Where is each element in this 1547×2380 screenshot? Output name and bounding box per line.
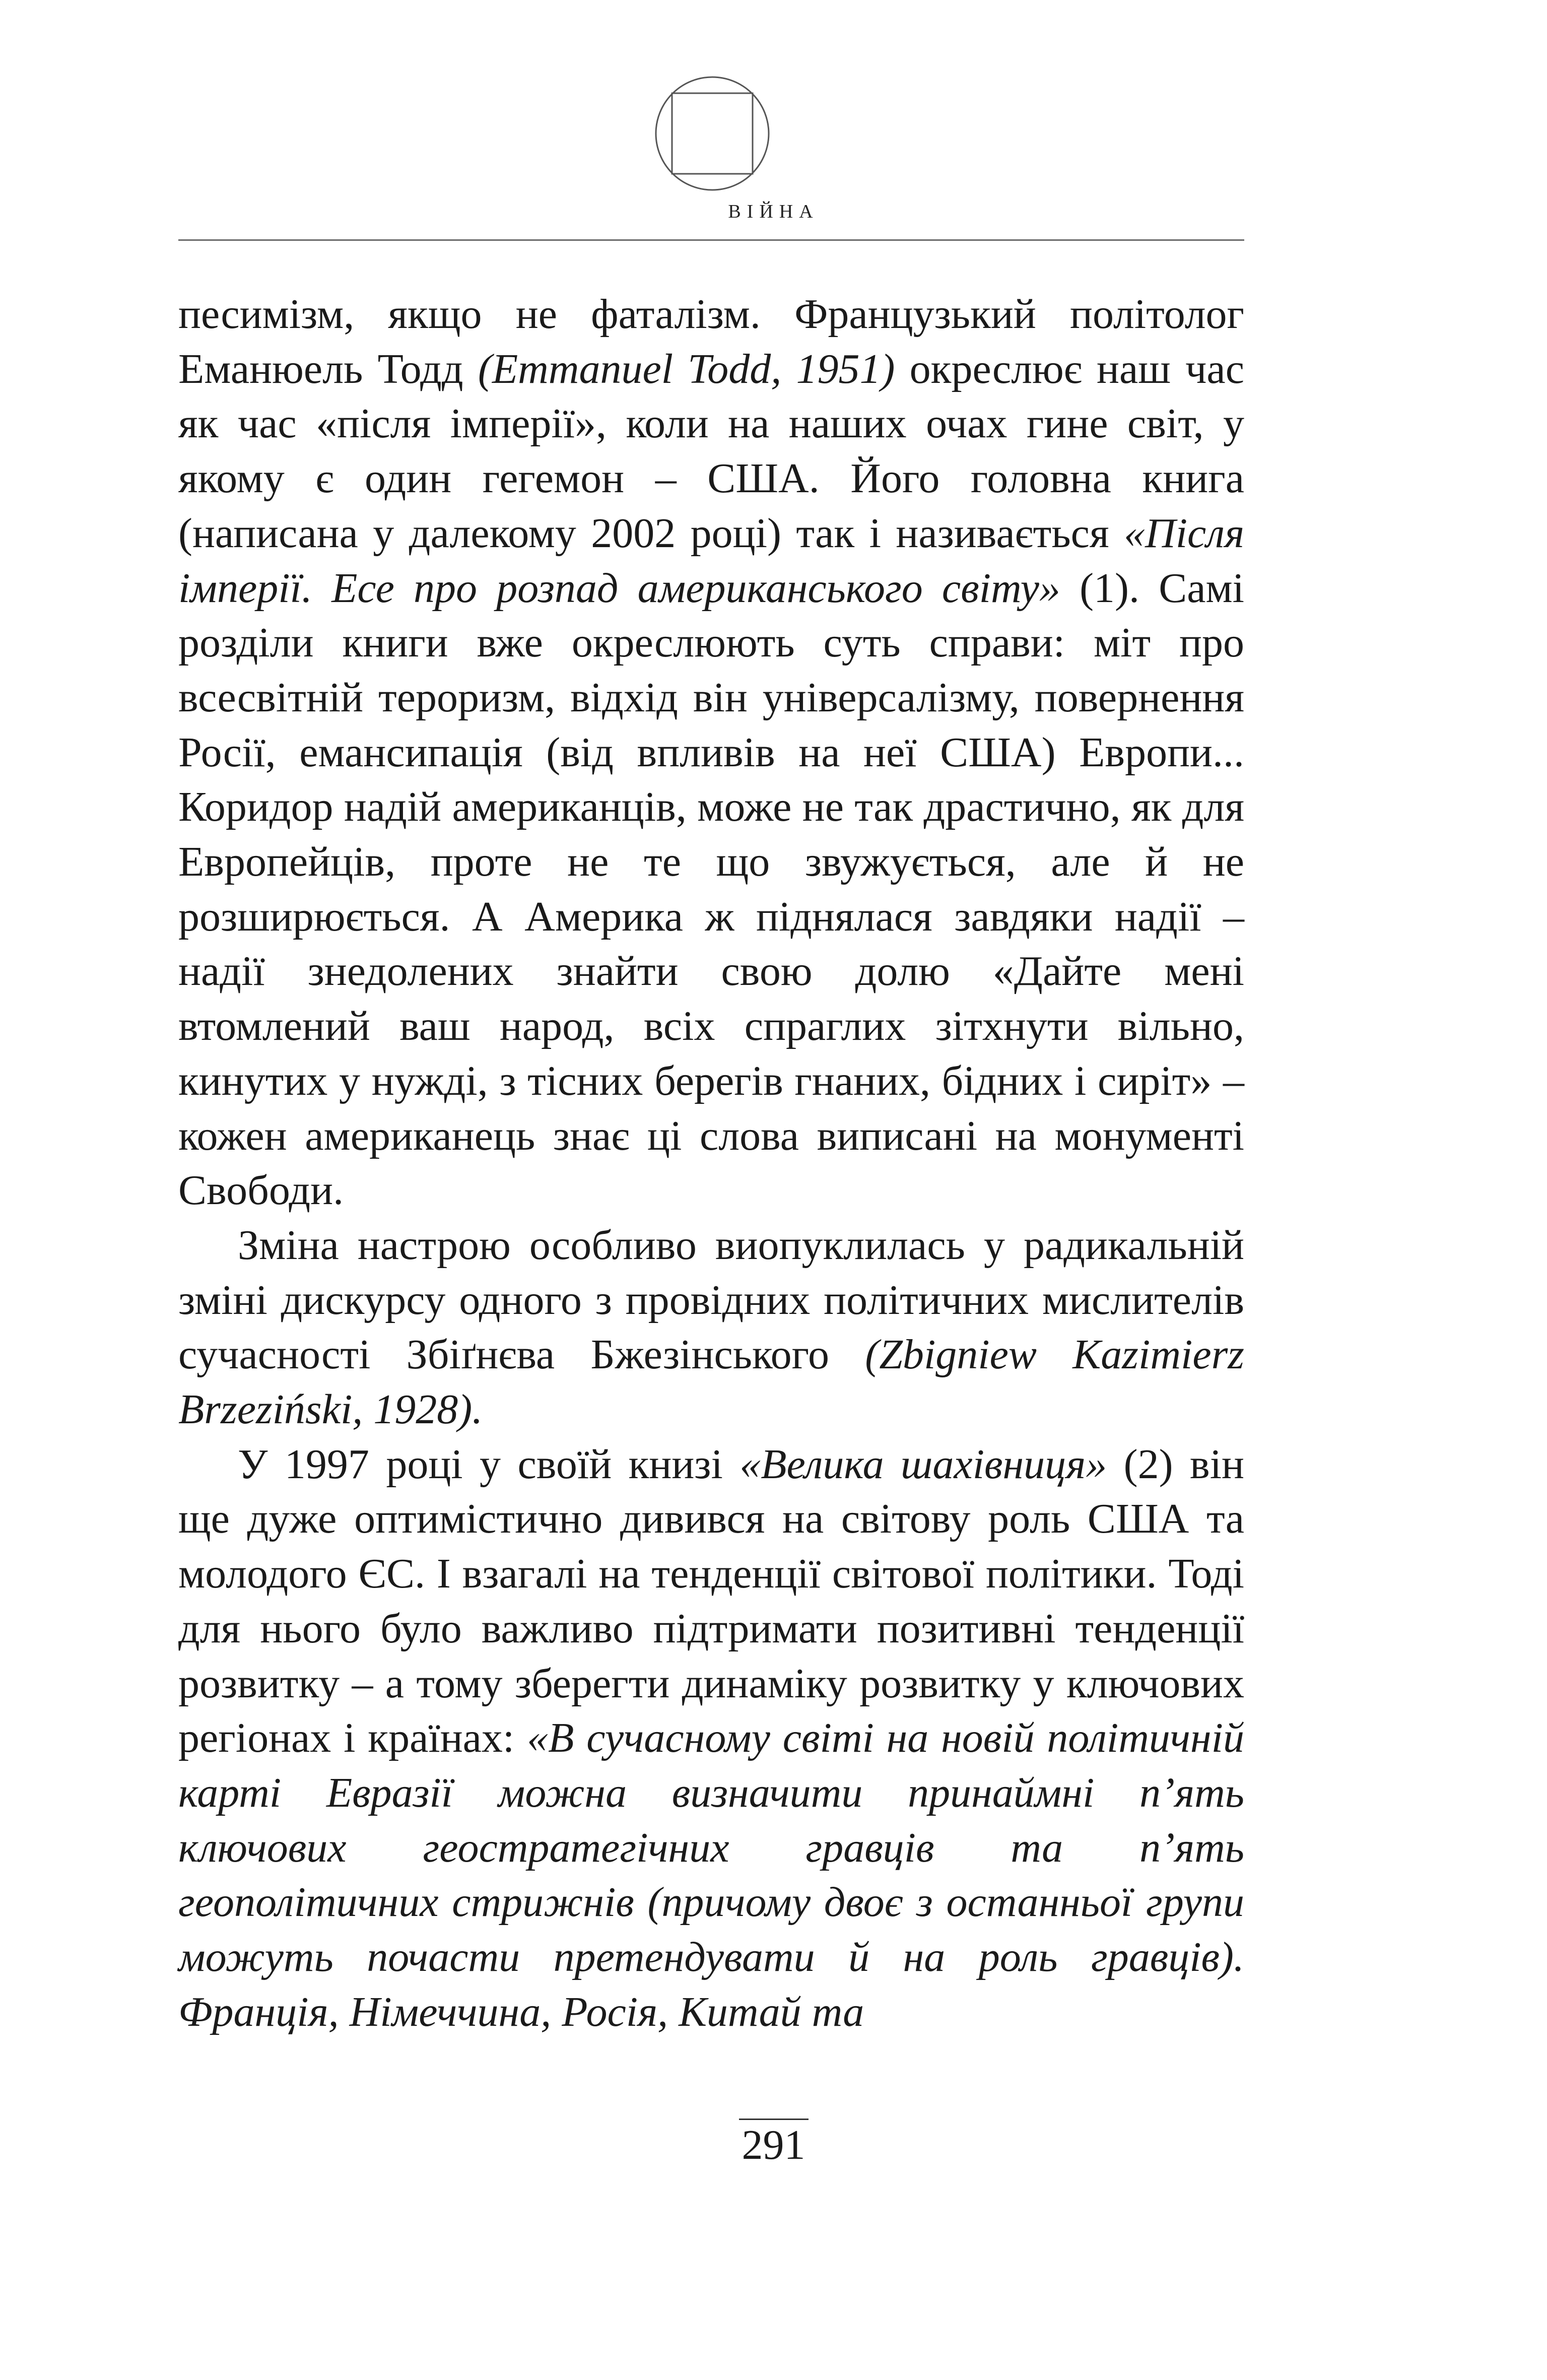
text-run: Зміна настрою особливо виопуклилась у радикальній зміні дискурсу одного з провідних політичних мислителів сучасності Збіґнєва Бжезінського (178, 1221, 1244, 1378)
text-run: У 1997 році у своїй книзі (238, 1440, 740, 1488)
italic-text: «Велика шахівниця» (739, 1440, 1107, 1488)
italic-text: «В сучасному світі на новій політичній карті Евразії можна визначити принаймні п’ять ключових геостратегічних гравців та п’ять геополітичних стрижнів (причому двоє з останньої групи можуть почасти претендувати й на роль гравців). Франція, Німеччина, Росія, Китай та (178, 1714, 1245, 2035)
page-header (0, 0, 1547, 242)
header-divider (178, 239, 1244, 241)
italic-text: (Emmanuel Todd, 1951) (478, 345, 895, 392)
circle-square-emblem-icon (652, 73, 773, 194)
text-run: песимізм, якщо не фаталізм. Французький політолог Еманюель Тодд (178, 291, 1244, 392)
running-title: ВІЙНА (728, 201, 819, 222)
paragraph (178, 1437, 1244, 2040)
page-footer (0, 2119, 1547, 2170)
text-run: (1). Самі розділи книги вже окреслюють суть справи: міт про всесвітній тероризм, відхід він універсалізму, повернення Росії, емансипація (від впливів на неї США) Европи... Коридор надій американців, може не так драстично, як для Европейців, проте не те що звужується, але й не розширюється. А Америка ж піднялася завдяки надії – надії знедолених знайти свою долю «Дайте мені втомлений ваш народ, всіх спраглих зітхнути вільно, кинутих у нужді, з тісних берегів гнаних, бідних і сиріт» – кожен американець знає ці слова виписані на монументі Свободи. (178, 564, 1245, 1214)
text-run: окреслює наш час як час «після імперії», коли на наших очах гине світ, у якому є один гегемон – США. Його головна книга (написана у далекому 2002 році) так і називається (178, 345, 1244, 557)
italic-text: (Zbigniew Kazimierz Brzeziński, 1928). (178, 1331, 1244, 1433)
page-number: 291 (739, 2119, 809, 2170)
body-text (178, 287, 1244, 2040)
paragraph (178, 1218, 1244, 1437)
text-run: (2) він ще дуже оптимістично дивився на світову роль США та молодого ЄС. І взагалі на тенденції світової політики. Тоді для нього було важливо підтримати позитивні тенденції розвитку – а тому зберегти динаміку розвитку у ключових регіонах і країнах: (178, 1440, 1244, 1762)
paragraph (178, 287, 1244, 1218)
italic-text: «Після імперії. Есе про розпад американського світу» (178, 509, 1244, 612)
